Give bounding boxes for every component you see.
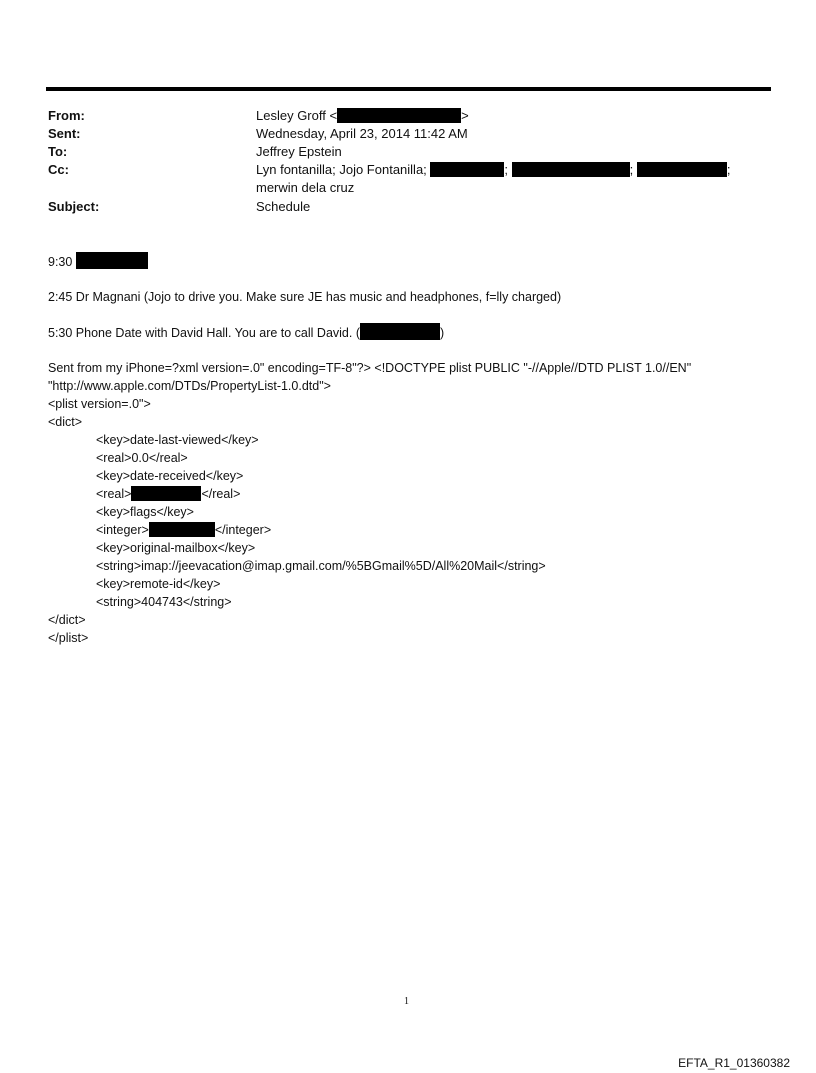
- body-line: [96, 485, 240, 503]
- body-line: <key>date-last-viewed</key>: [96, 433, 259, 447]
- redaction-box: [430, 162, 504, 177]
- cc-names: Lyn fontanilla; Jojo Fontanilla;: [256, 162, 427, 177]
- body-line: <key>flags</key>: [96, 505, 194, 519]
- from-close: >: [461, 108, 469, 123]
- body-text: <real>: [96, 487, 132, 501]
- body-line: [48, 323, 444, 342]
- body-line: <real>0.0</real>: [96, 451, 188, 465]
- cc-sep-2: ;: [629, 162, 634, 177]
- body-text: ): [439, 326, 445, 340]
- body-line: "http://www.apple.com/DTDs/PropertyList-1.0.dtd">: [48, 379, 331, 393]
- cc-value-cont: merwin dela cruz: [256, 180, 355, 195]
- body-line: <key>original-mailbox</key>: [96, 541, 256, 555]
- body-line: <string>imap://jeevacation@imap.gmail.com/%5BGmail%5D/All%20Mail</string>: [96, 559, 546, 573]
- bates-number: EFTA_R1_01360382: [678, 1056, 790, 1070]
- body-text: </real>: [201, 487, 241, 501]
- from-name: Lesley Groff <: [256, 108, 338, 123]
- body-line: [48, 252, 148, 271]
- sent-label: Sent:: [48, 126, 81, 141]
- body-line: 2:45 Dr Magnani (Jojo to drive you. Make sure JE has music and headphones, f=lly charged): [48, 290, 562, 304]
- redaction-box: [360, 323, 440, 340]
- cc-sep-1: ;: [504, 162, 509, 177]
- redaction-box: [512, 162, 630, 177]
- redaction-box: [637, 162, 727, 177]
- body-text: </integer>: [214, 523, 272, 537]
- body-text: 5:30 Phone Date with David Hall. You are to call David. (: [48, 326, 360, 340]
- redaction-box: [131, 486, 201, 501]
- body-line: <plist version=.0">: [48, 397, 151, 411]
- time-text: 9:30: [48, 255, 73, 269]
- header-rule: [46, 87, 771, 91]
- redaction-box: [337, 108, 461, 123]
- to-label: To:: [48, 144, 68, 159]
- body-line: <string>404743</string>: [96, 595, 232, 609]
- subject-value: Schedule: [256, 199, 311, 214]
- cc-sep-3: ;: [726, 162, 731, 177]
- body-text: <integer>: [96, 523, 149, 537]
- to-value: Jeffrey Epstein: [256, 144, 342, 159]
- cc-value: [256, 161, 731, 179]
- body-line: <key>date-received</key>: [96, 469, 244, 483]
- body-line: <dict>: [48, 415, 83, 429]
- from-label: From:: [48, 108, 85, 123]
- subject-label: Subject:: [48, 199, 100, 214]
- body-line: </plist>: [48, 631, 89, 645]
- sent-value: Wednesday, April 23, 2014 11:42 AM: [256, 126, 468, 141]
- redaction-box: [149, 522, 215, 537]
- body-line: [96, 521, 271, 539]
- body-line: Sent from my iPhone=?xml version=.0" encoding=TF-8"?> <!DOCTYPE plist PUBLIC "-//Apple//DTD PLIST 1.0//EN": [48, 361, 692, 375]
- from-value: [256, 107, 469, 125]
- body-line: <key>remote-id</key>: [96, 577, 221, 591]
- redaction-box: [76, 252, 148, 269]
- page-number: 1: [404, 996, 409, 1007]
- body-line: </dict>: [48, 613, 86, 627]
- cc-label: Cc:: [48, 162, 69, 177]
